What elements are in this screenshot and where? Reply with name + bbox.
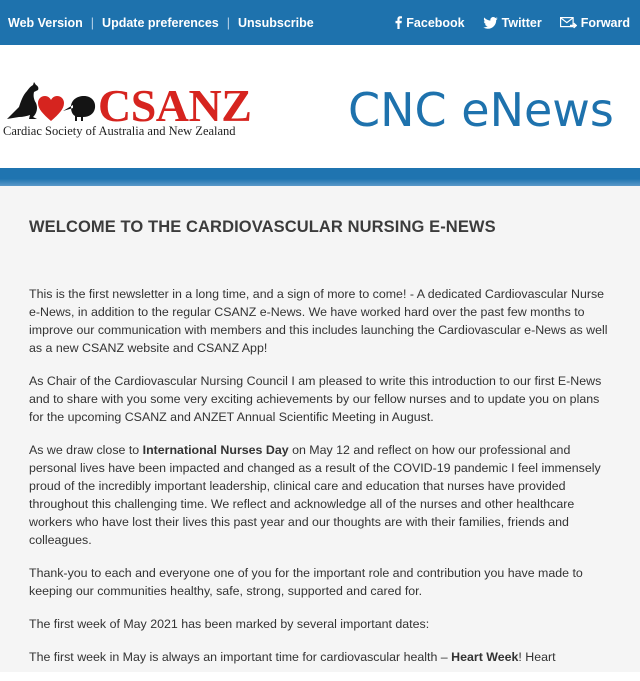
- unsubscribe-link[interactable]: Unsubscribe: [238, 15, 314, 30]
- text: As we draw close to: [29, 443, 143, 457]
- divider: |: [226, 15, 231, 30]
- newsletter-header: [0, 45, 640, 170]
- bold-text: Heart Week: [451, 650, 519, 664]
- article-heading: WELCOME TO THE CARDIOVASCULAR NURSING E-NEWS: [29, 218, 496, 236]
- facebook-link[interactable]: [395, 16, 464, 30]
- twitter-link[interactable]: [483, 16, 542, 30]
- social-links: [395, 16, 640, 30]
- csanz-logo[interactable]: [3, 80, 252, 141]
- paragraph-intro: This is the first newsletter in a long time, and a sign of more to come! - A dedicated Cardiovascular Nurse e-News, in addition to the regular CSANZ e-News. We have worked hard over the past few months to improve our communication with members and this includes launching the Cardiovascular e-News as well as a new CSANZ website and CSANZ App!: [29, 287, 608, 355]
- text: on May 12 and reflect on how our professional and personal lives have been impacted and changed as a result of the COVID-19 pandemic I feel immensely proud of the incredibly important leadership, clinical care and education that nurses have provided throughout this challenging time. We reflect and acknowledge all of the nurses and other healthcare workers who have lost their lives this past year and our thoughts are with their families, friends and colleagues.: [29, 443, 601, 547]
- web-version-link[interactable]: Web Version: [8, 15, 83, 30]
- newsletter-body: [0, 186, 640, 672]
- twitter-icon: [483, 17, 498, 29]
- top-links: [0, 16, 314, 30]
- paragraph-thank-you: Thank-you to each and everyone one of you for the important role and contribution you have made to keeping our communities healthy, safe, strong, supported and cared for.: [29, 566, 583, 598]
- facebook-label: Facebook: [406, 15, 465, 30]
- kangaroo-heart-kiwi-icon: [3, 81, 99, 123]
- paragraph-heart-week: [29, 648, 609, 666]
- article-paragraphs: [29, 285, 609, 666]
- forward-link[interactable]: [560, 16, 630, 30]
- paragraph-dates: The first week of May 2021 has been marked by several important dates:: [29, 617, 430, 631]
- facebook-icon: [395, 16, 402, 29]
- text: ! Heart: [518, 650, 556, 664]
- update-preferences-link[interactable]: Update preferences: [102, 15, 219, 30]
- header-divider-stripe: [0, 168, 640, 186]
- divider: |: [90, 15, 95, 30]
- article: [29, 218, 609, 681]
- logo-wordmark: CSANZ: [98, 80, 252, 131]
- top-bar: [0, 0, 640, 45]
- newsletter-title: CNC eNews: [348, 83, 614, 137]
- text: The first week in May is always an important time for cardiovascular health –: [29, 650, 452, 664]
- envelope-forward-icon: [560, 17, 577, 29]
- bold-text: International Nurses Day: [142, 443, 289, 457]
- forward-label: Forward: [580, 15, 630, 30]
- logo-subtitle: Cardiac Society of Australia and New Zealand: [3, 124, 236, 138]
- paragraph-nurses-day: [29, 441, 609, 549]
- twitter-label: Twitter: [501, 15, 542, 30]
- paragraph-chair: As Chair of the Cardiovascular Nursing Council I am pleased to write this introduction to our first E-News and to share with you some very exciting achievements by our fellow nurses and to update you on plans for the upcoming CSANZ and ANZET Annual Scientific Meeting in August.: [29, 374, 602, 424]
